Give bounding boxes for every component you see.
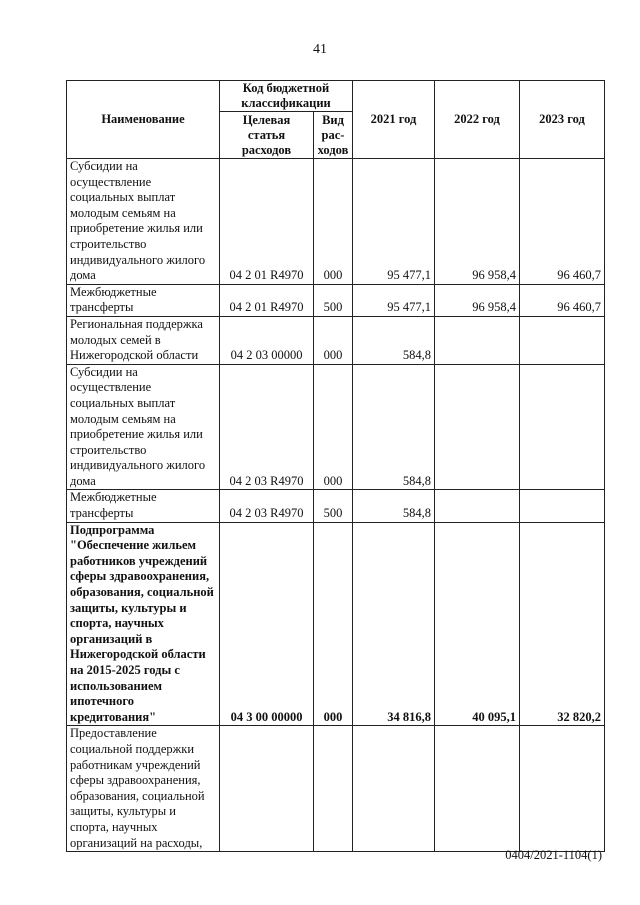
row-value-2022-cell: [435, 490, 520, 522]
header-target-article: Целевая статья расходов: [220, 112, 314, 159]
row-value-2023-cell: [520, 364, 605, 490]
row-value-2021-cell: 584,8: [353, 490, 435, 522]
row-value-2022-cell: [435, 364, 520, 490]
table-row: [67, 159, 605, 285]
row-value-2022-cell: 96 958,4: [435, 284, 520, 316]
row-value-2021-cell: 95 477,1: [353, 159, 435, 285]
row-value-2023-cell: [520, 316, 605, 364]
row-value-2021-cell: 584,8: [353, 316, 435, 364]
document-number: 0404/2021-1104(1): [505, 848, 602, 862]
row-value-2022-cell: 96 958,4: [435, 159, 520, 285]
table-row: [67, 316, 605, 364]
table-body: [67, 159, 605, 852]
row-name-cell: Региональная поддержка молодых семей в Нижегородской области: [67, 316, 220, 364]
row-target-article-cell: [220, 726, 314, 852]
row-value-2023-cell: 32 820,2: [520, 522, 605, 726]
table-row: [67, 364, 605, 490]
row-expense-kind-cell: 000: [314, 159, 353, 285]
table-row: [67, 726, 605, 852]
row-target-article-cell: 04 2 01 R4970: [220, 159, 314, 285]
row-name-cell: Межбюджетные трансферты: [67, 490, 220, 522]
row-expense-kind-cell: 000: [314, 364, 353, 490]
row-target-article-cell: 04 3 00 00000: [220, 522, 314, 726]
page-number: 41: [313, 42, 327, 57]
table-row: [67, 284, 605, 316]
budget-table: [66, 80, 605, 852]
row-expense-kind-cell: 000: [314, 316, 353, 364]
row-name-cell: Межбюджетные трансферты: [67, 284, 220, 316]
row-value-2022-cell: 40 095,1: [435, 522, 520, 726]
row-expense-kind-cell: 000: [314, 522, 353, 726]
row-target-article-cell: 04 2 03 R4970: [220, 364, 314, 490]
row-name-cell: Подпрограмма "Обеспечение жильем работников учреждений сферы здравоохранения, образования, социальной защиты, культуры и спорта, научных организаций в Нижегородской области на 2015-2025 годы с использованием ипотечного кредитования": [67, 522, 220, 726]
header-name: Наименование: [67, 81, 220, 159]
row-value-2023-cell: 96 460,7: [520, 284, 605, 316]
row-name-cell: Предоставление социальной поддержки работникам учреждений сферы здравоохранения, образования, социальной защиты, культуры и спорта, научных организаций на расходы,: [67, 726, 220, 852]
row-name-cell: Субсидии на осуществление социальных выплат молодым семьям на приобретение жилья или строительство индивидуального жилого дома: [67, 159, 220, 285]
row-expense-kind-cell: 500: [314, 490, 353, 522]
row-value-2023-cell: 96 460,7: [520, 159, 605, 285]
row-value-2023-cell: [520, 726, 605, 852]
row-value-2021-cell: 584,8: [353, 364, 435, 490]
row-target-article-cell: 04 2 01 R4970: [220, 284, 314, 316]
table-row: [67, 490, 605, 522]
header-year-2023: 2023 год: [520, 81, 605, 159]
row-value-2021-cell: 34 816,8: [353, 522, 435, 726]
row-expense-kind-cell: 500: [314, 284, 353, 316]
table-row: [67, 522, 605, 726]
row-value-2023-cell: [520, 490, 605, 522]
row-value-2022-cell: [435, 726, 520, 852]
header-year-2021: 2021 год: [353, 81, 435, 159]
header-code-group: Код бюджетной классификации: [220, 81, 353, 112]
row-target-article-cell: 04 2 03 00000: [220, 316, 314, 364]
header-expense-kind: Вид рас-ходов: [314, 112, 353, 159]
row-value-2022-cell: [435, 316, 520, 364]
row-value-2021-cell: 95 477,1: [353, 284, 435, 316]
row-name-cell: Субсидии на осуществление социальных выплат молодым семьям на приобретение жилья или строительство индивидуального жилого дома: [67, 364, 220, 490]
row-expense-kind-cell: [314, 726, 353, 852]
header-year-2022: 2022 год: [435, 81, 520, 159]
row-value-2021-cell: [353, 726, 435, 852]
row-target-article-cell: 04 2 03 R4970: [220, 490, 314, 522]
